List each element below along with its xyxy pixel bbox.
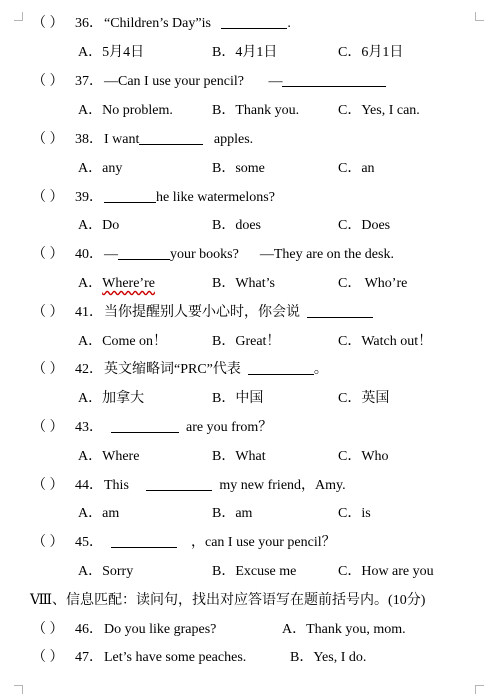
option-c: C． Who’re — [338, 276, 408, 291]
question-45 — [0, 531, 498, 555]
options-44 — [0, 502, 498, 526]
options-37 — [0, 99, 498, 123]
question-number: 38． — [75, 132, 103, 147]
option-b: B．Thank you. — [212, 103, 300, 118]
answer-bracket: （ ） — [32, 478, 64, 493]
question-text-mid: — — [268, 74, 283, 89]
question-42 — [0, 358, 498, 382]
options-40 — [0, 272, 498, 296]
fill-blank — [146, 474, 212, 491]
fill-blank — [282, 70, 386, 87]
question-text — [104, 70, 386, 94]
option-c: C．Who — [338, 449, 389, 464]
question-text: Do you like grapes? — [104, 622, 217, 637]
option-b: B．What’s — [212, 276, 275, 291]
question-text-before: —Can I use your pencil? — [104, 74, 244, 89]
question-number: 43． — [75, 420, 103, 435]
question-text — [104, 474, 346, 498]
match-answer: B．Yes, I do. — [290, 650, 367, 665]
question-43 — [0, 416, 498, 440]
question-number: 41． — [75, 305, 103, 320]
option-a: A．5月4日 — [78, 45, 145, 60]
fill-blank — [111, 531, 177, 548]
question-text-before: I want — [104, 132, 140, 147]
question-text-after: he like watermelons? — [156, 190, 275, 205]
question-36 — [0, 12, 498, 36]
question-text: Let’s have some peaches. — [104, 650, 247, 665]
question-text-before: 英文缩略词“PRC”代表 — [104, 362, 241, 377]
option-a: A．Where — [78, 449, 140, 464]
options-42 — [0, 387, 498, 411]
fill-blank — [111, 416, 179, 433]
question-text-before: “Children’s Day”is — [104, 16, 211, 31]
question-38 — [0, 128, 498, 152]
question-44 — [0, 474, 498, 498]
question-text-after: are you from？ — [186, 420, 273, 435]
option-a — [78, 272, 155, 296]
answer-bracket: （ ） — [32, 650, 64, 665]
options-38 — [0, 157, 498, 181]
option-c: C．英国 — [338, 391, 390, 406]
question-text-after: ，can I use your pencil？ — [191, 535, 336, 550]
option-c: C．How are you — [338, 564, 434, 579]
option-b: B．Excuse me — [212, 564, 297, 579]
question-text-after: apples. — [213, 132, 254, 147]
answer-bracket: （ ） — [32, 16, 64, 31]
option-c: C．6月1日 — [338, 45, 404, 60]
option-c: C．an — [338, 161, 375, 176]
answer-bracket: （ ） — [32, 247, 64, 262]
fill-blank — [248, 358, 314, 375]
page-corner-mark — [475, 685, 484, 694]
question-number: 46． — [75, 622, 103, 637]
options-36 — [0, 41, 498, 65]
question-40 — [0, 243, 498, 267]
question-text — [104, 128, 253, 152]
section-title: Ⅷ、信息匹配：读问句，找出对应答语写在题前括号内。(10分) — [30, 593, 426, 608]
question-number: 39． — [75, 190, 103, 205]
option-a: A．Do — [78, 218, 120, 233]
question-number: 40． — [75, 247, 103, 262]
question-text — [104, 301, 373, 325]
option-b: B．中国 — [212, 391, 264, 406]
option-word: Where’re — [102, 276, 155, 291]
option-b: B．some — [212, 161, 265, 176]
option-c: C．Yes, I can. — [338, 103, 420, 118]
options-43 — [0, 445, 498, 469]
answer-bracket: （ ） — [32, 535, 64, 550]
answer-bracket: （ ） — [32, 622, 64, 637]
question-39 — [0, 186, 498, 210]
question-number: 44． — [75, 478, 103, 493]
options-41 — [0, 330, 498, 354]
option-a: A．No problem. — [78, 103, 173, 118]
answer-bracket: （ ） — [32, 132, 64, 147]
question-text — [104, 12, 291, 36]
question-text — [104, 358, 328, 382]
fill-blank — [104, 186, 156, 203]
options-45 — [0, 560, 498, 584]
answer-bracket: （ ） — [32, 362, 64, 377]
question-text-before: 当你提醒别人要小心时，你会说 — [104, 305, 300, 320]
answer-bracket: （ ） — [32, 190, 64, 205]
option-b: B．does — [212, 218, 261, 233]
option-c: C．Does — [338, 218, 391, 233]
match-answer: A．Thank you, mom. — [282, 622, 406, 637]
option-a: A．am — [78, 506, 120, 521]
question-number: 36． — [75, 16, 103, 31]
question-37 — [0, 70, 498, 94]
question-text-before: This — [104, 478, 129, 493]
option-a: A．Come on！ — [78, 334, 168, 349]
option-c: C．is — [338, 506, 371, 521]
option-c: C．Watch out！ — [338, 334, 433, 349]
question-number: 37． — [75, 74, 103, 89]
question-text-after: my new friend，Amy. — [219, 478, 346, 493]
question-number: 45． — [75, 535, 103, 550]
section-heading — [0, 589, 498, 613]
option-prefix: A． — [78, 276, 103, 291]
option-b: B．4月1日 — [212, 45, 278, 60]
option-a: A．Sorry — [78, 564, 134, 579]
page-corner-mark — [14, 685, 23, 694]
fill-blank — [221, 12, 287, 29]
answer-bracket: （ ） — [32, 420, 64, 435]
option-b: B．Great！ — [212, 334, 281, 349]
question-41 — [0, 301, 498, 325]
option-b: B．What — [212, 449, 266, 464]
question-number: 47． — [75, 650, 103, 665]
question-text — [104, 243, 394, 267]
question-text-before: — — [104, 247, 118, 262]
option-a: A．加拿大 — [78, 391, 145, 406]
option-a: A．any — [78, 161, 123, 176]
option-b: B．am — [212, 506, 253, 521]
question-text — [104, 416, 272, 440]
question-text-mid: your books? — [170, 247, 239, 262]
question-46 — [0, 618, 498, 642]
question-text-after: . — [287, 16, 291, 31]
answer-bracket: （ ） — [32, 74, 64, 89]
question-text-after: —They are on the desk. — [259, 247, 394, 262]
question-text-after: 。 — [313, 362, 328, 377]
fill-blank — [139, 128, 203, 145]
question-47 — [0, 646, 498, 670]
options-39 — [0, 214, 498, 238]
fill-blank — [118, 243, 170, 260]
question-number: 42． — [75, 362, 103, 377]
question-text — [104, 531, 336, 555]
answer-bracket: （ ） — [32, 305, 64, 320]
fill-blank — [307, 301, 373, 318]
question-text — [104, 186, 275, 210]
